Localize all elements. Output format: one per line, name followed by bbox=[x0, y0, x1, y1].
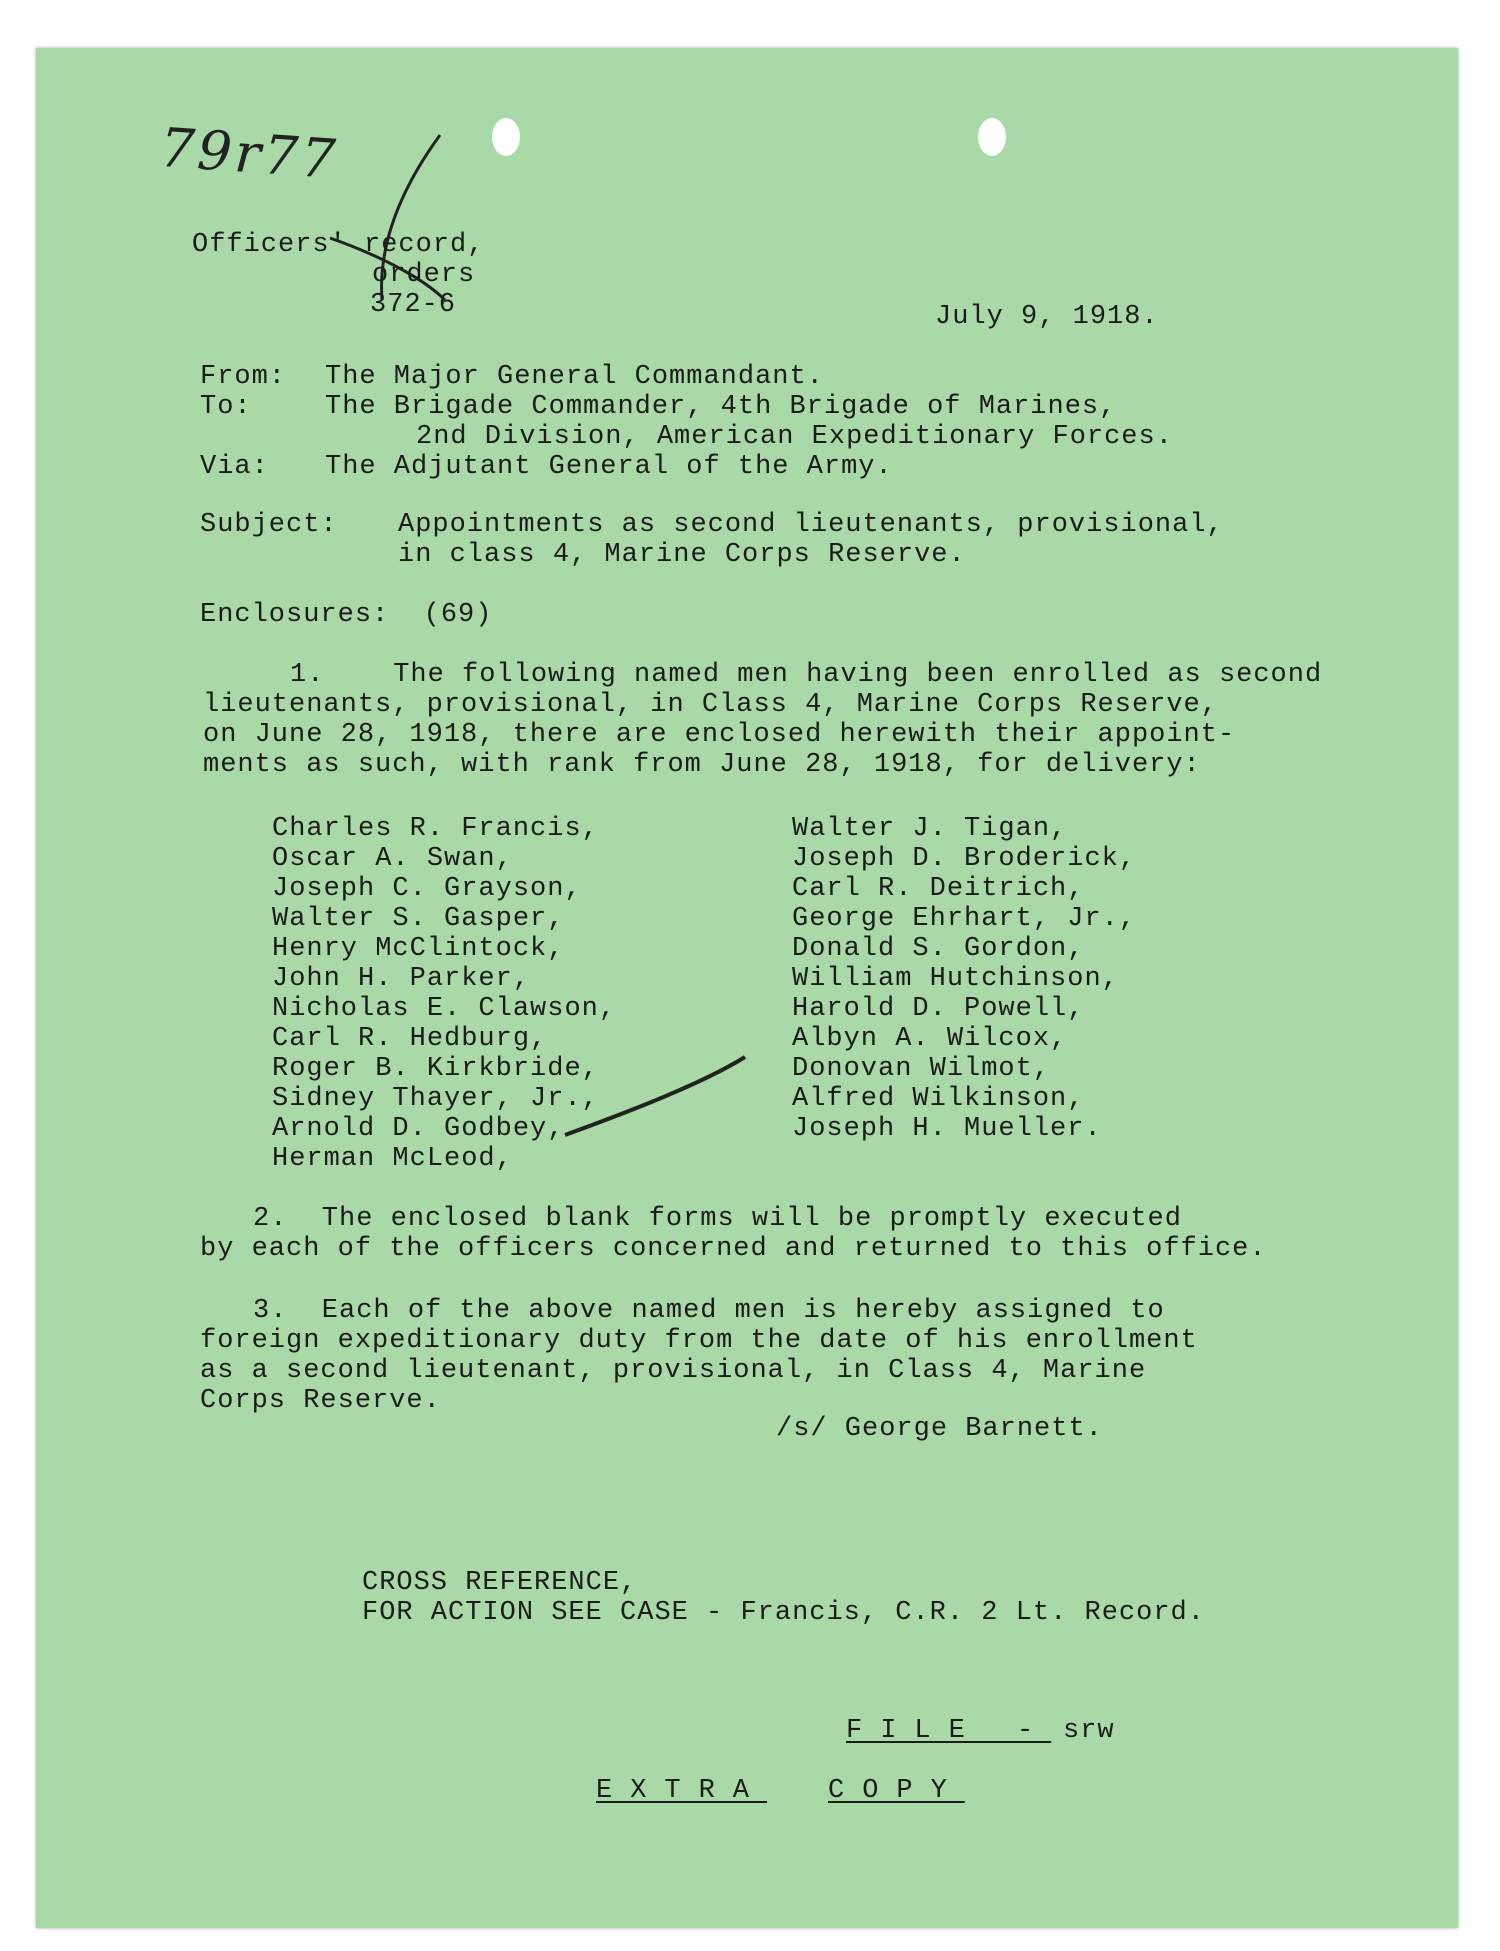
paragraph-2-line: 2. The enclosed blank forms will be promptly executed bbox=[253, 1204, 1182, 1234]
officer-name: Henry McClintock, bbox=[272, 934, 565, 964]
file-ref-line: Officers' record, bbox=[192, 230, 485, 260]
handwritten-number: 79r77 bbox=[158, 115, 341, 192]
subject-value-cont: in class 4, Marine Corps Reserve. bbox=[398, 540, 966, 570]
paragraph-1-line: 1. The following named men having been enrolled as second bbox=[290, 660, 1323, 690]
officer-name: Joseph D. Broderick, bbox=[792, 844, 1137, 874]
signature: /s/ George Barnett. bbox=[776, 1414, 1103, 1444]
file-ref-line: 372-6 bbox=[370, 290, 457, 320]
copy-label: COPY bbox=[828, 1776, 965, 1806]
officer-name: Arnold D. Godbey, bbox=[272, 1114, 565, 1144]
file-stamp: FILE - bbox=[846, 1716, 1052, 1746]
paragraph-1-line: lieutenants, provisional, in Class 4, Marine Corps Reserve, bbox=[203, 690, 1218, 720]
officer-name: Alfred Wilkinson, bbox=[792, 1084, 1085, 1114]
officer-name: Albyn A. Wilcox, bbox=[792, 1024, 1068, 1054]
enclosures: Enclosures: (69) bbox=[200, 600, 493, 630]
officer-name: Nicholas E. Clawson, bbox=[272, 994, 617, 1024]
officer-name: Roger B. Kirkbride, bbox=[272, 1054, 599, 1084]
paragraph-3-line: Corps Reserve. bbox=[200, 1386, 441, 1416]
to-label: To: bbox=[200, 392, 252, 422]
officer-name: Joseph H. Mueller. bbox=[792, 1114, 1102, 1144]
from-label: From: bbox=[200, 362, 287, 392]
cross-reference-line: FOR ACTION SEE CASE - Francis, C.R. 2 Lt. Record. bbox=[362, 1598, 1205, 1628]
from-value: The Major General Commandant. bbox=[325, 362, 824, 392]
letter-date: July 9, 1918. bbox=[935, 302, 1159, 332]
via-value: The Adjutant General of the Army. bbox=[325, 452, 893, 482]
paragraph-1-line: on June 28, 1918, there are enclosed herewith their appoint- bbox=[203, 720, 1236, 750]
officer-name: Walter S. Gasper, bbox=[272, 904, 565, 934]
paragraph-3-line: 3. Each of the above named men is hereby assigned to bbox=[253, 1296, 1165, 1326]
subject-value: Appointments as second lieutenants, provisional, bbox=[398, 510, 1224, 540]
officer-name: Sidney Thayer, Jr., bbox=[272, 1084, 599, 1114]
officer-name: Carl R. Deitrich, bbox=[792, 874, 1085, 904]
officer-name: Donovan Wilmot, bbox=[792, 1054, 1051, 1084]
file-ref-line: orders bbox=[372, 260, 476, 290]
officer-name: Carl R. Hedburg, bbox=[272, 1024, 548, 1054]
officer-name: William Hutchinson, bbox=[792, 964, 1119, 994]
officer-name: George Ehrhart, Jr., bbox=[792, 904, 1137, 934]
paragraph-2-line: by each of the officers concerned and returned to this office. bbox=[200, 1234, 1267, 1264]
to-value: The Brigade Commander, 4th Brigade of Marines, bbox=[325, 392, 1117, 422]
officer-name: Walter J. Tigan, bbox=[792, 814, 1068, 844]
via-label: Via: bbox=[200, 452, 269, 482]
officer-name: Harold D. Powell, bbox=[792, 994, 1085, 1024]
officer-name: Charles R. Francis, bbox=[272, 814, 599, 844]
officer-name: Joseph C. Grayson, bbox=[272, 874, 582, 904]
officer-name: Donald S. Gordon, bbox=[792, 934, 1085, 964]
officer-name: John H. Parker, bbox=[272, 964, 531, 994]
officer-name: Oscar A. Swan, bbox=[272, 844, 513, 874]
cross-reference-line: CROSS REFERENCE, bbox=[362, 1568, 638, 1598]
subject-label: Subject: bbox=[200, 510, 338, 540]
paragraph-1-line: ments as such, with rank from June 28, 1918, for delivery: bbox=[203, 750, 1201, 780]
to-value-cont: 2nd Division, American Expeditionary Forces. bbox=[416, 422, 1173, 452]
extra-label: EXTRA bbox=[596, 1776, 768, 1806]
typist-initials: srw bbox=[1063, 1716, 1115, 1746]
paragraph-3-line: foreign expeditionary duty from the date of his enrollment bbox=[200, 1326, 1198, 1356]
paragraph-3-line: as a second lieutenant, provisional, in Class 4, Marine bbox=[200, 1356, 1147, 1386]
officer-name: Herman McLeod, bbox=[272, 1144, 513, 1174]
